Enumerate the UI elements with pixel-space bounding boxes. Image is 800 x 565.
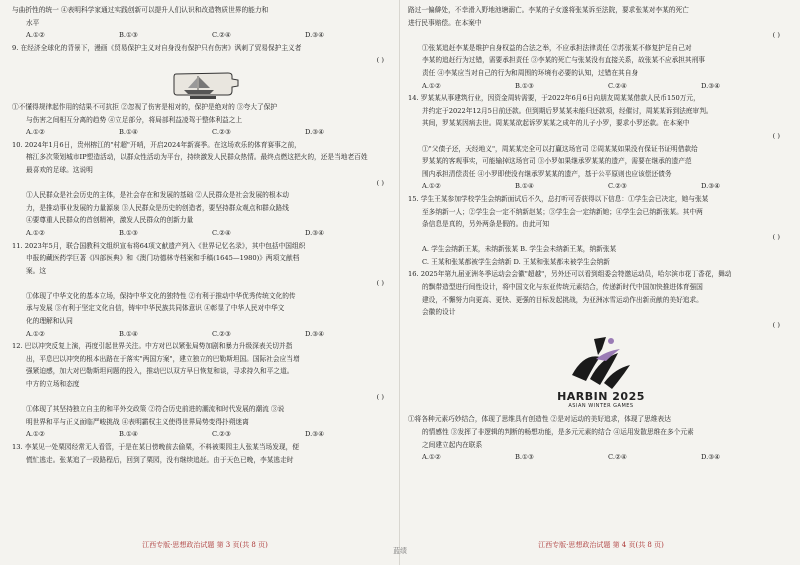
text-line: 的飘带造型进行间性设计，将中国文化与东亚传统元素结合，传递新时代中国加快推进体育强国 xyxy=(422,283,703,292)
answer-bracket[interactable]: ( ) xyxy=(772,131,780,140)
text-line: 的情感性 ③发挥了非逻辑的判断的畅想功能，是多元元素的结合 ④运用发散思维在多个元素 xyxy=(422,428,694,437)
choice-a[interactable]: A.①② xyxy=(422,182,441,191)
choice-line[interactable]: A. 学生会纳新王某，未纳新张某 B. 学生会未纳新王某，纳新张某 xyxy=(422,245,617,254)
choice-d[interactable]: D.③④ xyxy=(305,329,325,338)
choice-b[interactable]: B.①④ xyxy=(515,182,535,191)
question-11: 11. 2023年5月，联合国教科文组织宣布将64项文献遗产列入《世界记忆名录》，其中包括中国组织 xyxy=(12,241,306,250)
text-line: ①人民群众是社会历史的主体，是社会存在和发展的基础 ②人民群众是社会发展的根本动 xyxy=(26,191,289,200)
choice-a[interactable]: A.①② xyxy=(26,430,45,439)
answer-bracket[interactable]: ( ) xyxy=(376,392,384,401)
text-line: 至多纳新一人；②学生会一定不纳新赵某；③学生会一定纳新她；④学生会已纳新张某。其中两 xyxy=(422,207,703,216)
text-line: ④要尊重人民群众的首创精神，激发人民群众的创新力量 xyxy=(26,216,194,225)
page-4 xyxy=(408,4,794,556)
answer-bracket[interactable]: ( ) xyxy=(376,56,384,65)
choice-d[interactable]: D.③④ xyxy=(701,182,721,191)
choice-d[interactable]: D.③④ xyxy=(305,228,325,237)
choice-c[interactable]: C.②③ xyxy=(212,430,231,439)
ship-in-bottle-icon xyxy=(170,68,240,100)
text-line: 化的理解和认同 xyxy=(26,317,73,326)
choice-c[interactable]: C.②③ xyxy=(212,329,231,338)
text-line: 罗某某的客观事实，可能输掉这场官司 ③小罗如果继承罗某某的遗产，需要在继承的遗产范 xyxy=(422,157,692,166)
emblem-title: HARBIN 2025 xyxy=(557,389,645,403)
text-line: 路过一偏僻处，不幸滑入野地池塘溺亡。李某的子女遂将张某诉至法院，要求张某对李某的死亡 xyxy=(408,6,689,14)
text-line: 李某的追赶行为过错，需要承担责任 ③李某的死亡与张某没有直接关系，故张某不应承担其刑事 xyxy=(422,56,705,65)
text-line: 责任 ④李某应当对自己的行为和周围的环境有必要的认知，过错在其自身 xyxy=(422,68,639,77)
text-line: 明世界和平与正义面临严峻挑战 ④表明霸权主义使得世界局势变得扑朔迷离 xyxy=(26,417,249,426)
choice-d[interactable]: D.③④ xyxy=(305,31,325,40)
text-line: ①"父债子还，天经地义"，周某某完全可以打赢这场官司 ②周某某如果没有保证书证明借款给 xyxy=(422,144,698,153)
text-line: 出，平息巴以冲突的根本出路在于落实"两国方案"，建立独立的巴勒斯坦国。国际社会应当增 xyxy=(26,354,300,363)
footer-text: 江西专版·思想政治试题 第 4 页(共 8 页) xyxy=(538,541,664,550)
text-line: 并约定于2022年12月5日前还款。但到期后罗某某未能归还款项，经催讨，周某某诉到法庭审判。 xyxy=(422,106,713,115)
choice-d[interactable]: D.③④ xyxy=(701,453,721,462)
text-line: 榕江多次策划城市IP塑造活动，以群众性活动为平台，持续激发人民群众热情。最终点燃这把火的，还是当地老百姓 xyxy=(26,153,368,162)
question-9: 9. 在经济全球化的背景下，漫画《贸易保护主义对自身没有保护只有伤害》讽刺了贸易保护主义者 xyxy=(12,43,302,52)
footer-text: 江西专版·思想政治试题 第 3 页(共 8 页) xyxy=(142,541,268,550)
emblem-icon xyxy=(566,335,636,391)
q16-choices xyxy=(408,451,794,464)
text-line: 案。这 xyxy=(26,266,47,275)
text-line: 进行民事赔偿。在本案中 xyxy=(408,18,482,27)
question-16: 16. 2025年第九届亚洲冬季运动会会徽"超越"，另外还可以看到组委会特邀运动员，哈尔滨市花丁香花，舞动 xyxy=(408,270,732,279)
choice-b[interactable]: B.①④ xyxy=(119,329,139,338)
choice-c[interactable]: C.②③ xyxy=(212,128,231,137)
question-13: 13. 李某见一处栗园经常无人看管，于是在某日傍晚前去偷栗，不料被栗园主人张某当场发现，便 xyxy=(12,443,299,451)
page-footer xyxy=(12,539,398,552)
text-line: 水平 xyxy=(26,18,40,27)
question-12: 12. 巴以冲突反复上演，再度引起世界关注。中方对巴以紧张局势加剧和暴力升级深表关切并指 xyxy=(12,342,293,351)
text-line: 力，是推动事业发展的力量源泉 ③人民群众是历史的创造者，要坚持群众观点和群众路线 xyxy=(26,203,289,212)
choice-d[interactable]: D.③④ xyxy=(305,430,325,439)
text-line: 建设，不懈努力向更高、更快、更强的目标发起挑战，为亚洲冰雪运动作出新贡献的美好追求。 xyxy=(422,295,703,304)
choice-a[interactable]: A.①② xyxy=(26,228,45,237)
question-15: 15. 学生王某参加学校学生会纳新面试后不久，总打听可否获得以下信息：①学生会已决定，她与张某 xyxy=(408,194,709,203)
choice-line[interactable]: C. 王某和张某都被学生会纳新 D. 王某和张某都未被学生会纳新 xyxy=(422,257,610,266)
emblem-subtitle: ASIAN WINTER GAMES xyxy=(568,402,634,409)
choice-a[interactable]: A.①② xyxy=(26,329,45,338)
text-line: ①体现了中华文化的基本立场，保持中华文化的独特性 ②有利于推动中华优秀传统文化的传 xyxy=(26,291,296,300)
answer-bracket[interactable]: ( ) xyxy=(772,320,780,329)
choice-c[interactable]: C.②④ xyxy=(212,31,231,40)
text-line: 与伤害之间相互分离的趋势 ④立足部分，将局部利益凌驾于整体利益之上 xyxy=(26,115,243,124)
question-10: 10. 2024年1月6日，贵州榕江的"村超"开哨，开启2024年新赛季。在这场欢乐的体育赛事之前， xyxy=(12,140,301,149)
q12-choices xyxy=(12,428,398,441)
text-line: ①张某追赶李某是维护自身权益的合法之举，不应承担法律责任 ②苏张某不修复护足自己对 xyxy=(422,43,692,52)
text-line: 与曲折性的统一 ④表明科学家通过实践创新可以提升人们认识和改造物质世界的能力和 xyxy=(12,6,269,14)
choice-d[interactable]: D.③④ xyxy=(701,81,721,90)
text-line: 最喜欢的足球。这说明 xyxy=(26,165,93,174)
harbin-2025-emblem xyxy=(408,331,794,413)
choice-b[interactable]: B.①④ xyxy=(119,430,139,439)
choice-c[interactable]: C.②④ xyxy=(608,81,627,90)
choice-b[interactable]: B.①③ xyxy=(515,81,535,90)
q11-choices xyxy=(12,328,398,341)
choice-a[interactable]: A.①② xyxy=(422,81,441,90)
q9-choices xyxy=(12,126,398,139)
text-line: ①体现了其坚持独立自主的和平外交政策 ②符合历史前进的潮流和时代发展的潮流 ③说 xyxy=(26,405,285,414)
choice-b[interactable]: B.①③ xyxy=(119,228,139,237)
answer-bracket[interactable]: ( ) xyxy=(376,178,384,187)
answer-bracket[interactable]: ( ) xyxy=(376,279,384,288)
text-line: 其间，罗某某因病去世。周某某欲起诉罗某某之成年的儿子小罗，要求小罗还款。在本案中 xyxy=(422,119,690,128)
text-line: 中方的立场和态度 xyxy=(26,380,80,389)
text-line: 慌忙逃走。张某追了一段路程后，回到了栗园，没有继续追赶。由于天色已晚，李某逃走时 xyxy=(26,455,294,464)
q8-choices xyxy=(12,29,398,42)
text-line: 会徽的设计 xyxy=(422,308,456,317)
watermark: 蓝绩 xyxy=(393,547,407,555)
text-line: ①将各种元素巧妙结合，体现了思维具有创造性 ②是对运动的美好追求，体现了思维表达 xyxy=(408,415,671,424)
choice-a[interactable]: A.①② xyxy=(422,453,441,462)
page-fold xyxy=(399,0,400,565)
text-line: 之间建立起内在联系 xyxy=(422,440,483,449)
choice-b[interactable]: B.①③ xyxy=(515,453,535,462)
choice-c[interactable]: C.②④ xyxy=(212,228,231,237)
q10-choices xyxy=(12,227,398,240)
page-3 xyxy=(12,4,398,556)
text-line: 承与发展 ③有利于坚定文化自信，铸牢中华民族共同体意识 ④彰显了中华人民对中华文 xyxy=(26,304,285,313)
text-line: 申报的藏医药学巨著《四部医典》和《澳门功德林寺档案和手稿(1645—1980)》两项文献档 xyxy=(26,254,300,263)
choice-b[interactable]: B.①③ xyxy=(119,31,139,40)
cartoon-figure xyxy=(12,67,398,101)
choice-a[interactable]: A.①② xyxy=(26,31,45,40)
choice-d[interactable]: D.③④ xyxy=(305,128,325,137)
answer-bracket[interactable]: ( ) xyxy=(772,232,780,241)
answer-bracket[interactable]: ( ) xyxy=(772,31,780,40)
choice-b[interactable]: B.①④ xyxy=(119,128,139,137)
choice-a[interactable]: A.①② xyxy=(26,128,45,137)
text-line: 强紧迫感，加大对巴勒斯坦问题的投入，推动巴以双方早日恢复和谈，寻求持久和平之道。 xyxy=(26,367,294,376)
q14-choices xyxy=(408,180,794,193)
text-line: 条信息是真的，另外两条是假的。由此可知 xyxy=(422,220,550,229)
text-line: ①不懂得规律起作用的结果不可抗拒 ②忽视了伤害是相对的，保护是绝对的 ③夸大了保护 xyxy=(12,102,278,111)
choice-c[interactable]: C.②④ xyxy=(608,453,627,462)
question-14: 14. 罗某某从事建筑行业，因资金周转需要，于2022年6月6日向朋友周某某借款人民币150万元， xyxy=(408,94,700,103)
choice-c[interactable]: C.②③ xyxy=(608,182,627,191)
q13-choices xyxy=(408,80,794,93)
text-line: 围内承担清偿责任 ④小罗即使没有继承罗某某的遗产，基于公平原则也应该偿还债务 xyxy=(422,169,672,178)
page-footer xyxy=(408,539,794,552)
